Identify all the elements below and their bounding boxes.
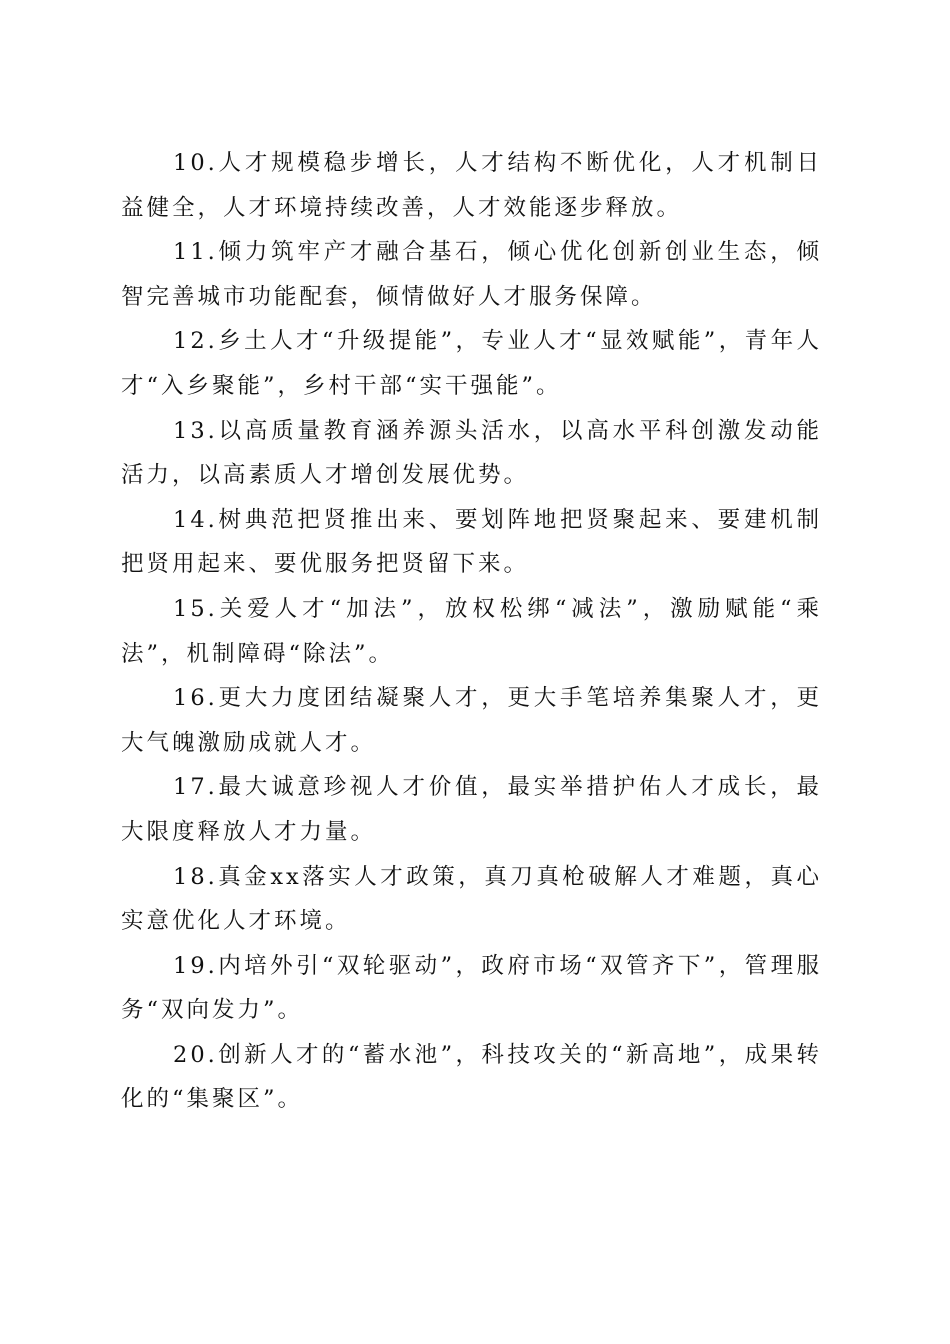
list-item-20: 20.创新人才的“蓄水池”，科技攻关的“新高地”，成果转化的“集聚区”。 (121, 1041, 822, 1113)
list-item-11: 11.倾力筑牢产才融合基石，倾心优化创新创业生态，倾智完善城市功能配套，倾情做好人才服务保障。 (121, 239, 822, 310)
list-item-19: 19.内培外引“双轮驱动”，政府市场“双管齐下”，管理服务“双向发力”。 (121, 952, 822, 1024)
document-body (121, 141, 822, 1122)
list-item-18: 18.真金xx落实人才政策，真刀真枪破解人才难题，真心实意优化人才环境。 (121, 863, 822, 935)
list-item-17: 17.最大诚意珍视人才价值，最实举措护佑人才成长，最大限度释放人才力量。 (121, 774, 822, 845)
list-item-14: 14.树典范把贤推出来、要划阵地把贤聚起来、要建机制把贤用起来、要优服务把贤留下来。 (121, 506, 822, 578)
list-item-10: 10.人才规模稳步增长，人才结构不断优化，人才机制日益健全，人才环境持续改善，人才效能逐步释放。 (121, 150, 822, 221)
list-item-16: 16.更大力度团结凝聚人才，更大手笔培养集聚人才，更大气魄激励成就人才。 (121, 685, 822, 756)
list-item-15: 15.关爱人才“加法”，放权松绑“减法”，激励赋能“乘法”，机制障碍“除法”。 (121, 595, 822, 667)
list-item-12: 12.乡土人才“升级提能”，专业人才“显效赋能”，青年人才“入乡聚能”，乡村干部“实干强能”。 (121, 328, 822, 399)
list-item-13: 13.以高质量教育涵养源头活水，以高水平科创激发动能活力，以高素质人才增创发展优势。 (121, 417, 822, 489)
